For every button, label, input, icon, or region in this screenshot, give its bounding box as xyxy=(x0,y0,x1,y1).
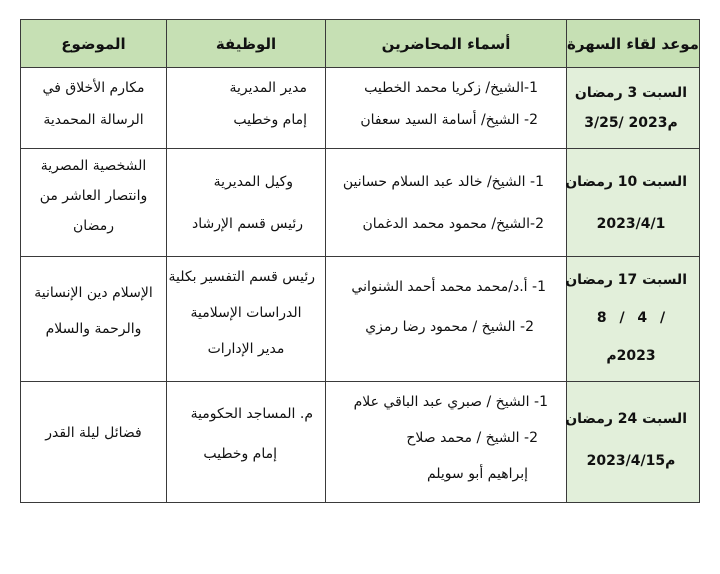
date-day: السبت 24 رمضان xyxy=(565,411,687,427)
lecturers-cell xyxy=(326,68,567,149)
date-day: السبت 3 رمضان xyxy=(574,85,687,101)
position-line: رئيس قسم الإرشاد xyxy=(192,216,303,232)
position-cell xyxy=(167,149,326,257)
topic-cell xyxy=(21,149,167,257)
position-line: إمام وخطيب xyxy=(203,446,277,462)
date-cell xyxy=(567,382,700,503)
lecturer-1: 1- الشيخ / صبري عبد الباقي علام xyxy=(353,394,548,410)
date-value: 2023/4/15م xyxy=(586,453,676,469)
date-day: السبت 17 رمضان xyxy=(565,272,687,288)
lecturers-cell xyxy=(326,257,567,382)
table-row xyxy=(21,382,700,503)
lecturer-1: 1- الشيخ/ خالد عبد السلام حسانين xyxy=(342,174,544,190)
date-day: السبت 10 رمضان xyxy=(565,174,687,190)
lecturer-2: 2- الشيخ/ أسامة السيد سعفان xyxy=(360,112,538,128)
lecturer-2: 2- الشيخ / محمود رضا رمزي xyxy=(365,319,534,335)
position-line: مدير الإدارات xyxy=(207,341,285,357)
date-year: 2023م xyxy=(606,348,656,364)
lecturers-cell xyxy=(326,149,567,257)
position-cell xyxy=(167,382,326,503)
topic-line: مكارم الأخلاق في xyxy=(42,80,145,96)
date-cell xyxy=(567,257,700,382)
position-line: وكيل المديرية xyxy=(213,174,293,190)
table-row xyxy=(21,149,700,257)
lecturer-1: 1- أ.د/محمد محمد أحمد الشنواني xyxy=(351,279,546,295)
schedule-table xyxy=(20,19,700,503)
topic-line: الشخصية المصرية xyxy=(40,158,147,174)
date-cell xyxy=(567,149,700,257)
table-row xyxy=(21,68,700,149)
date-cell xyxy=(567,68,700,149)
lecturer-1: 1-الشيخ/ زكريا محمد الخطيب xyxy=(364,80,538,96)
lecturer-2: 2-الشيخ/ محمود محمد الدغمان xyxy=(362,216,544,232)
date-value: 8 / 4 / xyxy=(596,310,666,326)
position-line: إمام وخطيب xyxy=(233,112,307,128)
position-line: الدراسات الإسلامية xyxy=(190,305,302,321)
lecturer-2-cont: إبراهيم أبو سويلم xyxy=(426,466,528,482)
topic-line: فضائل ليلة القدر xyxy=(45,425,142,441)
header-date: موعد لقاء السهرة xyxy=(567,20,700,68)
topic-line: والرحمة والسلام xyxy=(45,321,142,337)
position-cell xyxy=(167,68,326,149)
topic-cell xyxy=(21,257,167,382)
topic-line: الإسلام دين الإنسانية xyxy=(34,285,153,301)
date-value: 3/25/ 2023م xyxy=(584,115,678,131)
position-line: م. المساجد الحكومية xyxy=(190,406,313,422)
lecturers-cell xyxy=(326,382,567,503)
topic-cell xyxy=(21,382,167,503)
header-topic: الموضوع xyxy=(21,20,167,68)
topic-line: وانتصار العاشر من xyxy=(39,188,148,204)
topic-line: الرسالة المحمدية xyxy=(43,112,144,128)
topic-cell xyxy=(21,68,167,149)
date-value: 2023/4/1 xyxy=(596,216,666,232)
lecturer-2: 2- الشيخ / محمد صلاح xyxy=(406,430,538,446)
header-position: الوظيفة xyxy=(167,20,326,68)
header-lecturers: أسماء المحاضرين xyxy=(326,20,567,68)
position-line: رئيس قسم التفسير بكلية xyxy=(168,269,315,285)
position-line: مدير المديرية xyxy=(229,80,307,96)
header-row xyxy=(21,20,700,68)
topic-line: رمضان xyxy=(73,218,114,234)
table-row xyxy=(21,257,700,382)
position-cell xyxy=(167,257,326,382)
